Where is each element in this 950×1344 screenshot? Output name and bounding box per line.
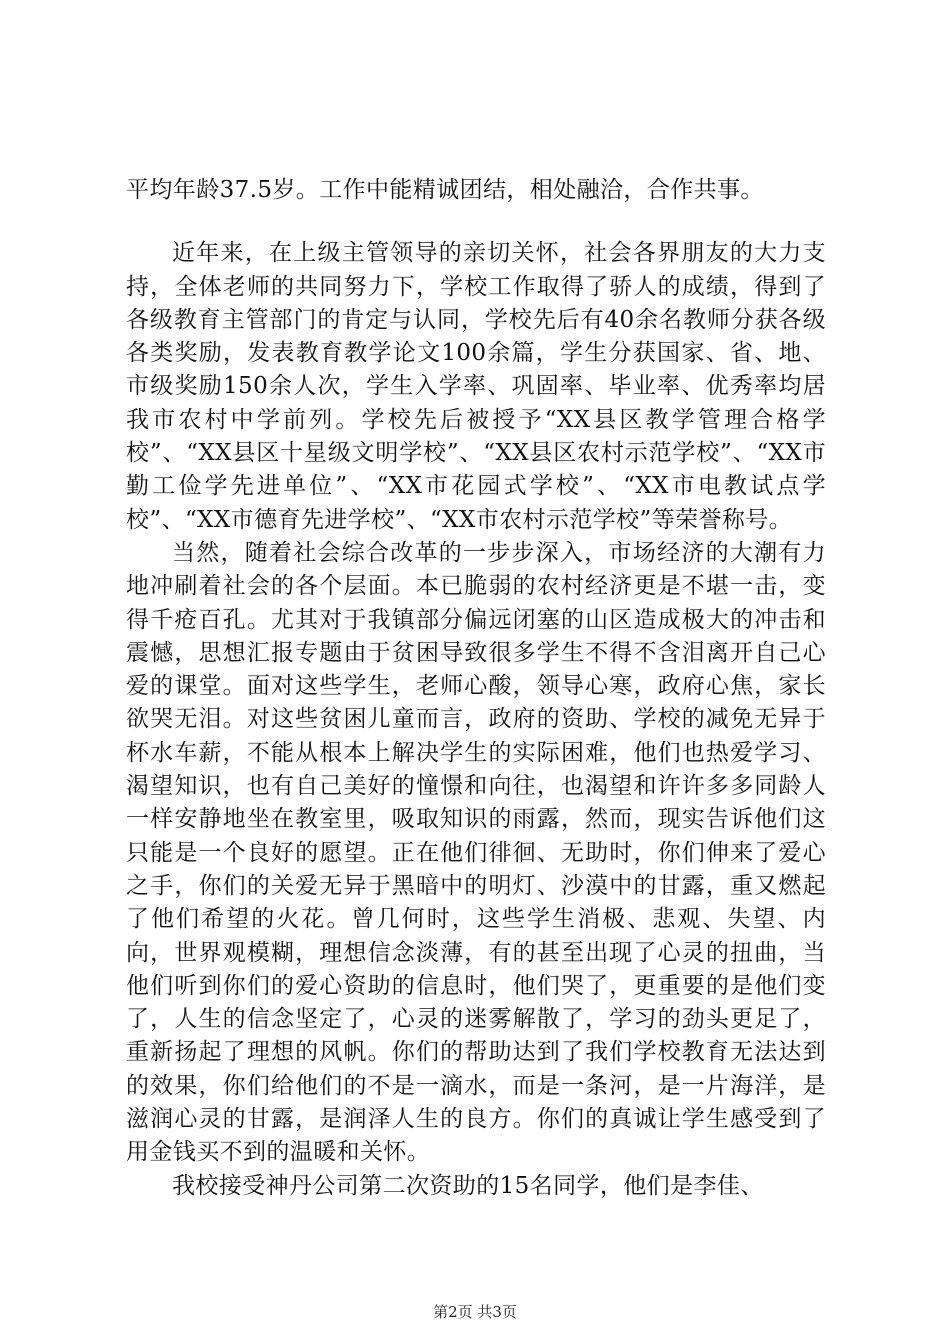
paragraph-sponsorship: 我校接受神丹公司第二次资助的15名同学，他们是李佳、 xyxy=(172,1172,764,1199)
paragraph-achievements: 近年来，在上级主管领导的亲切关怀，社会各界朋友的大力支持，全体老师的共同努力下，学校工作取得了骄人的成绩，得到了各级教育主管部门的肯定与认同，学校先后有40余名教师分获各级各类奖励，发表教育教学论文100余篇，学生分获国家、省、地、市级奖励150余人次，学生入学率、巩固率、毕业率、优秀率均居我市农村中学前列。学校先后被授予“XX县区教学管理合格学校”、“XX县区十星级文明学校”、“XX县区农村示范学校”、“XX市勤工俭学先进单位”、“XX市花园式学校”、“XX市电教试点学校”、“XX市德育先进学校”、“XX市农村示范学校”等荣誉称号。 xyxy=(126,240,826,533)
document-body xyxy=(126,174,826,1203)
page-footer: 第2页 共3页 xyxy=(433,1303,517,1321)
paragraph-continuation: 平均年龄37.5岁。工作中能精诚团结，相处融洽，合作共事。 xyxy=(126,177,764,203)
paragraph-hardship: 当然，随着社会综合改革的一步步深入，市场经济的大潮有力地冲刷着社会的各个层面。本已脆弱的农村经济更是不堪一击，变得千疮百孔。尤其对于我镇部分偏远闭塞的山区造成极大的冲击和震憾，思想汇报专题由于贫困导致很多学生不得不含泪离开自己心爱的课堂。面对这些学生，老师心酸，领导心寒，政府心焦，家长欲哭无泪。对这些贫困儿童而言，政府的资助、学校的减免无异于杯水车薪，不能从根本上解决学生的实际困难，他们也热爱学习、渴望知识，也有自己美好的憧憬和向往，也渴望和许许多多同龄人一样安静地坐在教室里，吸取知识的雨露，然而，现实告诉他们这只能是一个良好的愿望。正在他们徘徊、无助时，你们伸来了爱心之手，你们的关爱无异于黑暗中的明灯、沙漠中的甘露，重又燃起了他们希望的火花。曾几何时，这些学生消极、悲观、失望、内向，世界观模糊，理想信念淡薄，有的甚至出现了心灵的扭曲，当他们听到你们的爱心资助的信息时，他们哭了，更重要的是他们变了，人生的信念坚定了，心灵的迷雾解散了，学习的劲头更足了，重新扬起了理想的风帆。你们的帮助达到了我们学校教育无法达到的效果，你们给他们的不是一滴水，而是一条河，是一片海洋，是滋润心灵的甘露，是润泽人生的良方。你们的真诚让学生感受到了用金钱买不到的温暖和关怀。 xyxy=(126,539,826,1166)
